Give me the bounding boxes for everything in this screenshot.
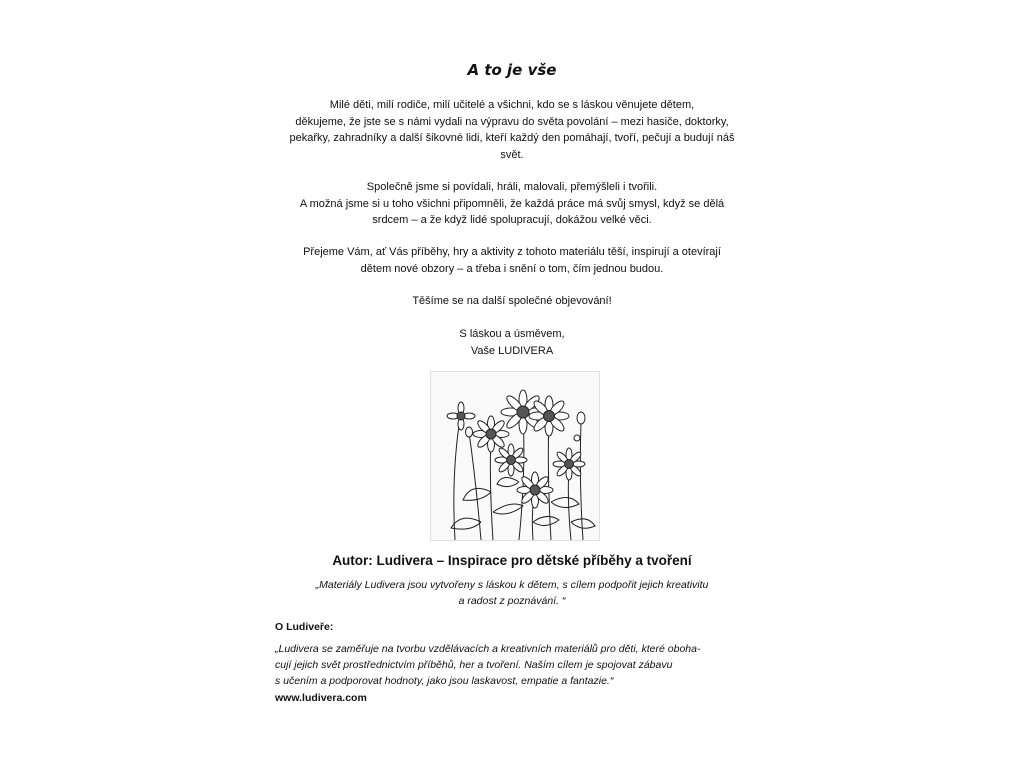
intro-line: Milé děti, milí rodiče, milí učitelé a všichni, kdo se s láskou věnujete dětem,: [329, 99, 695, 111]
together-line: Společně jsme si povídali, hráli, malovali, přemýšleli i tvořili.: [366, 181, 658, 193]
page-title: A to je vše: [467, 61, 557, 79]
wish-line: dětem nové obzory – a třeba i snění o tom, čím jednou budou.: [360, 262, 664, 275]
about-line: „Ludivera se zaměřuje na tvorbu vzdělávacích a kreativních materiálů pro děti, které oboha-: [275, 643, 701, 655]
intro-line: pekařky, zahradníky a další šikovné lidi, kteří každý den pomáhají, tvoří, pečují a budují náš: [289, 132, 735, 144]
together-line: A možná jsme si u toho všichni připomněli, že každá práce má svůj smysl, když se dělá: [299, 197, 725, 210]
intro-line: svět.: [500, 148, 524, 161]
motto-line: „Materiály Ludivera jsou vytvořeny s láskou k dětem, s cílem podpořit jejich kreativitu: [315, 579, 709, 591]
wish-paragraph: [262, 244, 762, 277]
motto-quote: [262, 577, 762, 609]
signoff-line: Vaše LUDIVERA: [470, 344, 554, 357]
together-line: srdcem – a že když lidé spolupracují, dokážou velké věci.: [372, 214, 652, 226]
about-line: s učením a podporovat hodnoty, jako jsou laskavost, empatie a fantazie.“: [275, 675, 614, 687]
wish-line: Přejeme Vám, ať Vás příběhy, hry a aktivity z tohoto materiálu těší, inspirují a otevírají: [303, 246, 721, 258]
motto-line: a radost z poznávání. “: [458, 595, 566, 607]
intro-line: děkujeme, že jste se s námi vydali na výpravu do světa povolání – mezi hasiče, doktorky,: [295, 115, 729, 128]
daisy-flowers-illustration: [430, 371, 600, 541]
looking-forward-paragraph: [262, 293, 762, 310]
signoff-line: S láskou a úsměvem,: [459, 328, 565, 340]
about-line: cují jejich svět prostřednictvím příběhů, her a tvoření. Naším cílem je spojovat zábavu: [275, 659, 673, 671]
signoff: [262, 326, 762, 359]
website-link[interactable]: www.ludivera.com: [275, 692, 367, 704]
intro-paragraph: [262, 97, 762, 163]
together-paragraph: [262, 179, 762, 229]
about-text: [275, 641, 755, 689]
author-heading: Autor: Ludivera – Inspirace pro dětské příběhy a tvoření: [332, 553, 692, 568]
looking-forward-line: Těšíme se na další společné objevování!: [412, 295, 612, 307]
about-heading: O Ludiveře:: [275, 621, 334, 633]
